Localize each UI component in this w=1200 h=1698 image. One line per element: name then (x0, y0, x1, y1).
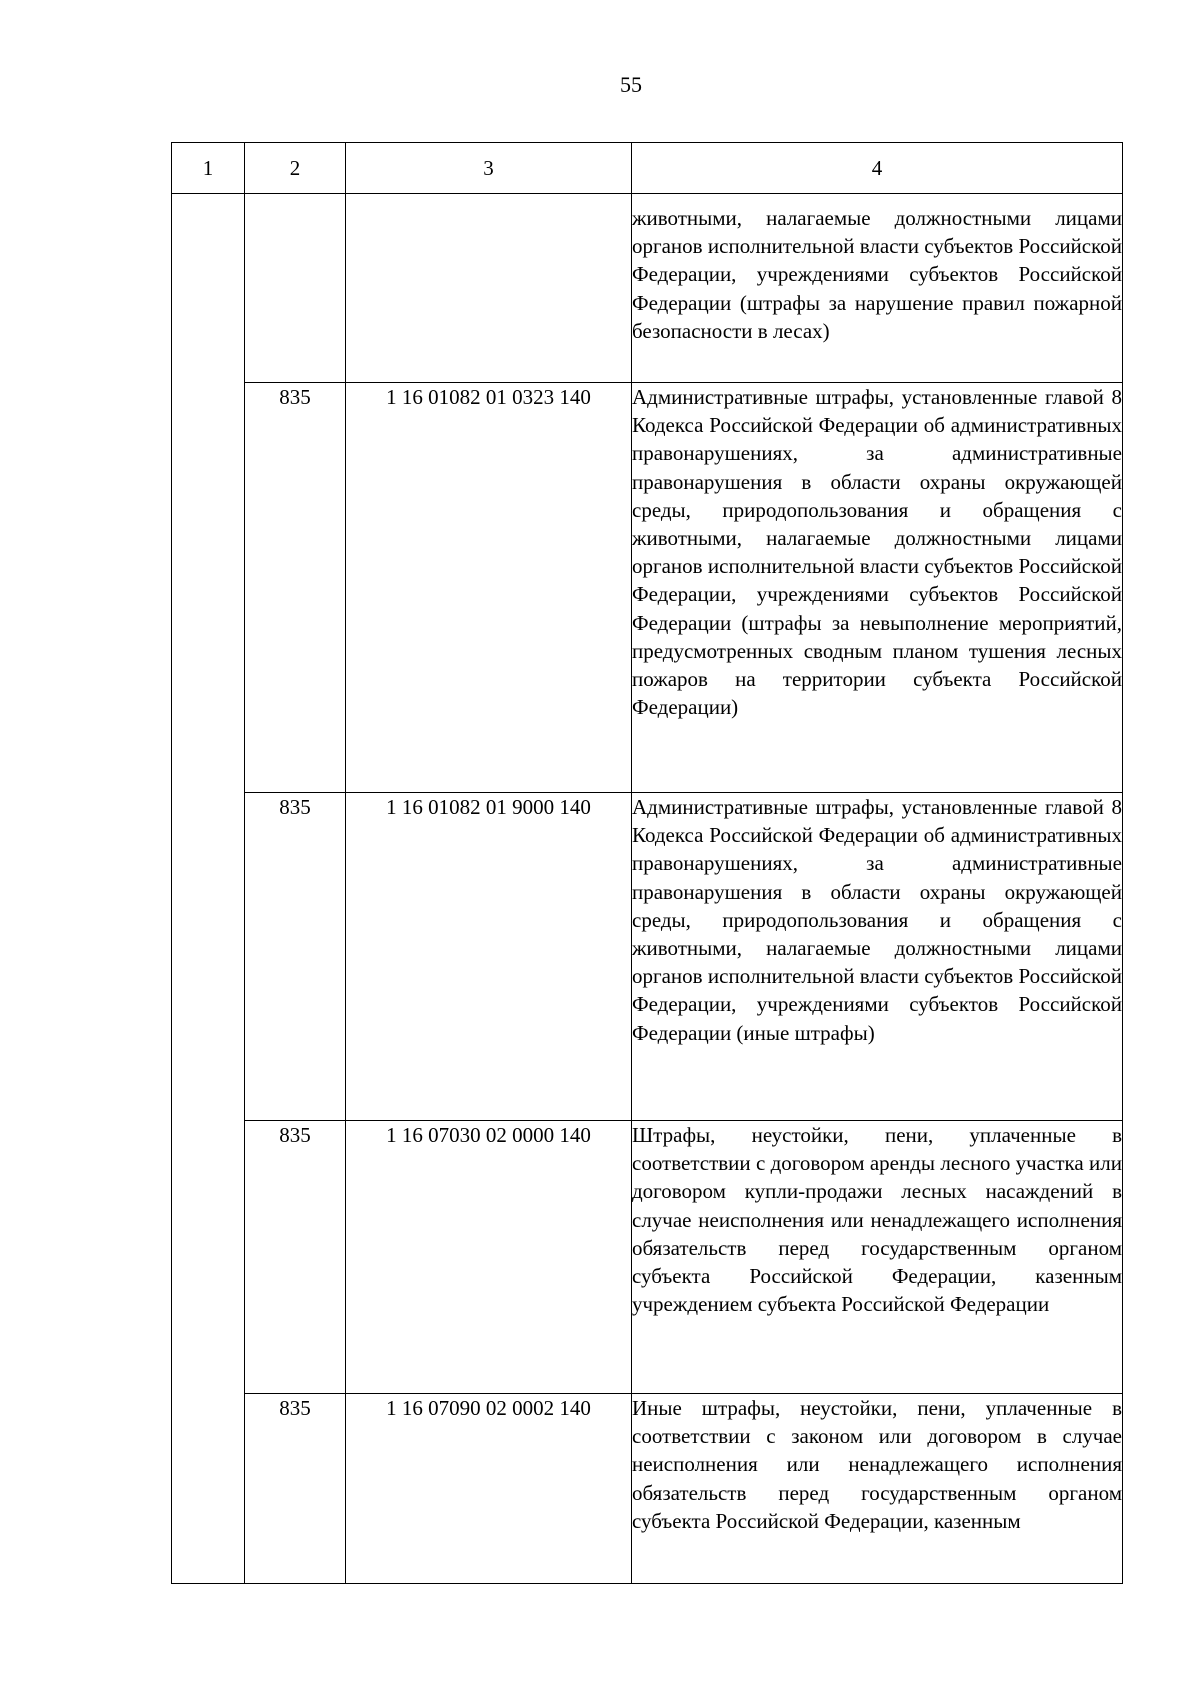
col1-merged-cell (172, 194, 245, 1584)
budget-classification-table (171, 142, 1123, 1584)
description-cell: Административные штрафы, установленные главой 8 Кодекса Российской Федерации об административных правонарушениях, за административные правонарушения в области охраны окружающей среды, природопользования и обращения с животными, налагаемые должностными лицами органов исполнительной власти субъектов Российской Федерации, учреждениями субъектов Российской Федерации (штрафы за невыполнение мероприятий, предусмотренных сводным планом тушения лесных пожаров на территории субъекта Российской Федерации) (632, 383, 1123, 793)
revenue-code-cell: 1 16 01082 01 9000 140 (346, 793, 632, 1121)
table-header-row (172, 143, 1123, 194)
revenue-code-cell: 1 16 07030 02 0000 140 (346, 1121, 632, 1394)
admin-code-cell: 835 (245, 1121, 346, 1394)
description-cell: животными, налагаемые должностными лицами органов исполнительной власти субъектов Российской Федерации, учреждениями субъектов Российской Федерации (штрафы за нарушение правил пожарной безопасности в лесах) (632, 194, 1123, 383)
revenue-code-cell: 1 16 01082 01 0323 140 (346, 383, 632, 793)
page-number: 55 (620, 72, 642, 97)
header-cell-2: 2 (245, 143, 346, 194)
table-row (172, 194, 1123, 383)
description-cell: Административные штрафы, установленные главой 8 Кодекса Российской Федерации об административных правонарушениях, за административные правонарушения в области охраны окружающей среды, природопользования и обращения с животными, налагаемые должностными лицами органов исполнительной власти субъектов Российской Федерации, учреждениями субъектов Российской Федерации (иные штрафы) (632, 793, 1123, 1121)
admin-code-cell: 835 (245, 793, 346, 1121)
admin-code-cell: 835 (245, 1394, 346, 1584)
revenue-code-cell: 1 16 07090 02 0002 140 (346, 1394, 632, 1584)
header-cell-4: 4 (632, 143, 1123, 194)
header-cell-1: 1 (172, 143, 245, 194)
description-cell: Иные штрафы, неустойки, пени, уплаченные в соответствии с законом или договором в случае неисполнения или ненадлежащего исполнения обязательств перед государственным органом субъекта Российской Федерации, казенным (632, 1394, 1123, 1584)
header-cell-3: 3 (346, 143, 632, 194)
table-row (172, 793, 1123, 1121)
table-row (172, 383, 1123, 793)
admin-code-cell: 835 (245, 383, 346, 793)
table-row (172, 1121, 1123, 1394)
admin-code-cell (245, 194, 346, 383)
revenue-code-cell (346, 194, 632, 383)
table-row (172, 1394, 1123, 1584)
description-cell: Штрафы, неустойки, пени, уплаченные в соответствии с договором аренды лесного участка или договором купли-продажи лесных насаждений в случае неисполнения или ненадлежащего исполнения обязательств перед государственным органом субъекта Российской Федерации, казенным учреждением субъекта Российской Федерации (632, 1121, 1123, 1394)
